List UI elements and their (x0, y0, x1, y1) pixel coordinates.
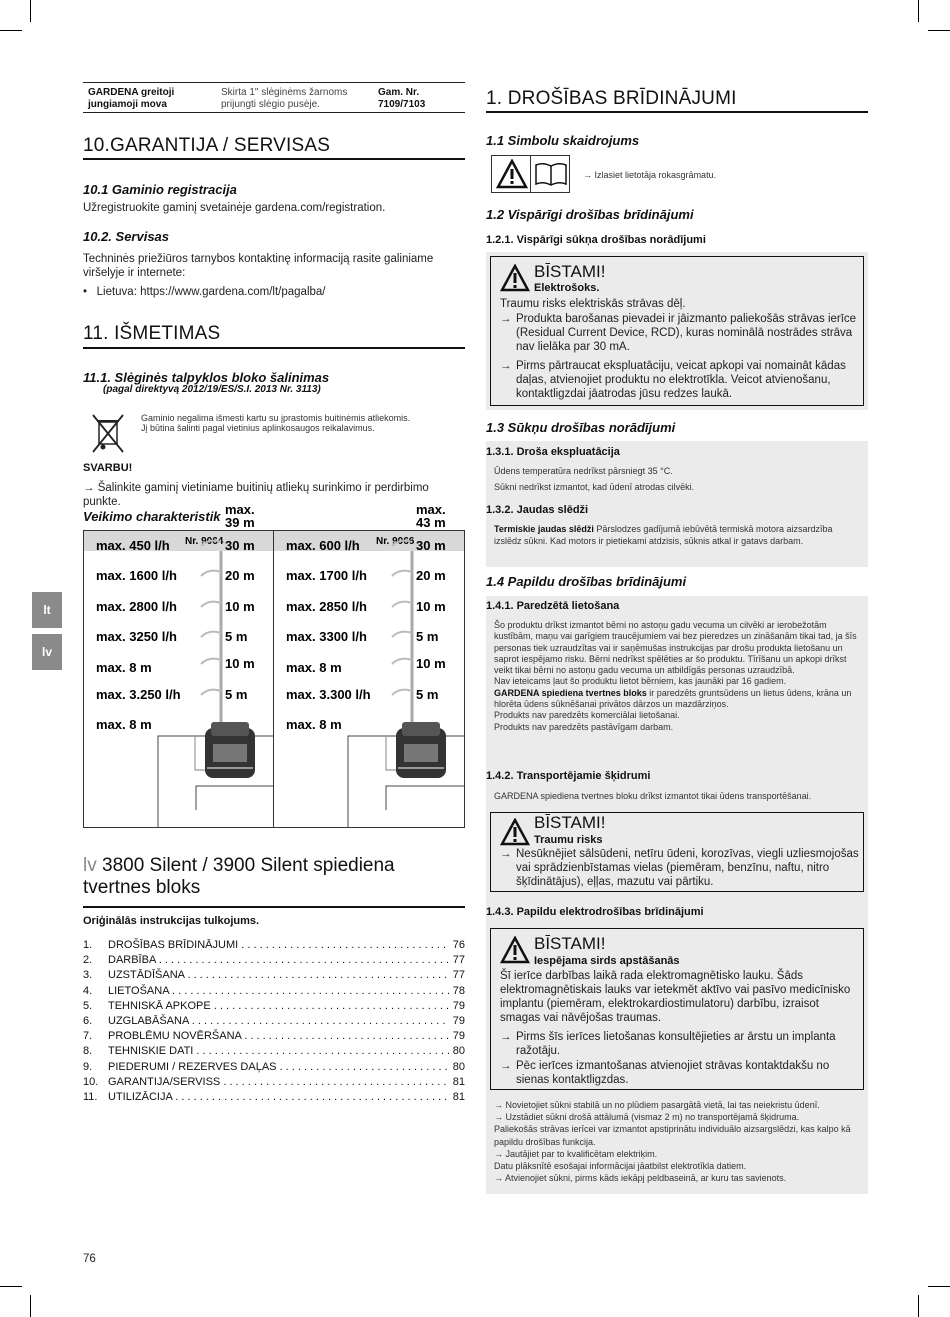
danger-line: Šī ierīce darbības laikā rada elektromagnētisko lauku. Šāds elektromagnētiskais lauks var ietekmēt aktīvo vai pasīvo medicīnisko implantu (piemēram, elektrokardiostimulatoru) darbību, izraisot smagas vai nāvējošas traumas. (500, 970, 851, 1024)
chart-head-label: 5 m (225, 687, 248, 702)
toc-label: TEHNISKĀ APKOPE . . . (108, 999, 449, 1014)
chart-water-jet (392, 602, 412, 607)
toc-num: 3. (83, 969, 93, 982)
toc-item[interactable] (83, 984, 465, 999)
section-10-2-title: 10.2. Servisas (83, 229, 170, 244)
danger-subtitle: Traumu risks (534, 834, 603, 846)
toc-item[interactable] (83, 1060, 465, 1075)
toc-page: 81 (452, 1075, 465, 1088)
panel-1-3-2 (486, 501, 868, 567)
section-11-title: 11. IŠMETIMAS (83, 323, 221, 344)
chart-flow-label: max. 8 m (286, 717, 342, 732)
toc-label: PROBLĒMU NOVĒRŠANA . . . (108, 1029, 449, 1044)
chart-water-jet (201, 659, 221, 664)
chart-head-label: 10 m (225, 656, 255, 671)
chart-flow-label: max. 3300 l/h (286, 629, 367, 644)
chart-flow-label: max. 450 l/h (96, 538, 170, 553)
text-paragraph: Šo produktu drīkst izmantot bērni no astoņu gadu vecuma un cilvēki ar ierobežotām kustībām, maņu vai garīgiem traucējumiem vai bez pieredzes un zināšanām tikai tad, ja šīs personas tiek uzraudzītas vai ir saņēmušas instrukcijas par drošu produkta lietošanu un saprot iespējamo risku. Bērni nedrīkst spēlēties ar šo produktu. Tīrīšanu un apkopi drīkst veikt tikai bērni no astoņu gadu vecuma un atbildīgās personas uzraudzībā. Nav ieteicams ļaut šo produktu lietot bērniem, kas jaunāki par 16 gadiem. GARDENA spiediena tvertnes bloks ir paredzēts gruntsūdens un lietus ūdens, krāna un hlorēta ūdens sūknēšanai privātos dārzos un mazdārziņos. Produkts nav paredzēts komerciālai lietošanai. Produkts nav paredzēts pastāvīgam darbam. (494, 620, 857, 732)
danger-bullet: → Pēc ierīces izmantošanas atvienojiet strāvas kontaktdakšu no sienas kontaktligzdas. (500, 1060, 830, 1086)
tab-lt[interactable]: lt (32, 592, 62, 628)
toc-num: 4. (83, 984, 93, 997)
danger-subtitle: Iespējama sirds apstāšanās (534, 955, 680, 967)
chart-flow-label: max. 3.250 l/h (96, 687, 181, 702)
chart-flow-label: max. 2800 l/h (96, 599, 177, 614)
chart-svg (84, 500, 273, 828)
danger-bullet: → Pirms šīs ierīces lietošanas konsultējieties ar ārstu un implanta ražotāju. (500, 1031, 836, 1057)
chart-water-jet (392, 659, 412, 664)
chart-head-label: 5 m (416, 687, 439, 702)
pump-illustration (205, 722, 255, 778)
chart-water-jet (392, 632, 412, 637)
header-desc: Skirta 1" slėginėms žarnoms prijungti slėgio pusėje. (221, 87, 348, 110)
section-10-title: 10.GARANTIJA / SERVISAS (83, 135, 331, 156)
section-11-1-title: 11.1. Slėginės talpyklos bloko šalinimas (83, 370, 330, 385)
svarbu-text: → Šalinkite gaminį vietiniame buitinių atliekų surinkimo ir perdirbimo punkte. (83, 482, 429, 508)
section-1-3-title: 1.3 Sūkņu drošības norādījumi (486, 420, 676, 435)
tab-lv[interactable]: lv (32, 634, 62, 670)
toc-label: DROŠĪBAS BRĪDINĀJUMI . . . (108, 938, 449, 953)
danger-bullet: → Nesūknējiet sālsūdeni, netīru ūdeni, korozīvas, viegli uzliesmojošas vai sprādzienbīstamas vielas (piemēram, benzīnu, naftu, nitro šķīdinātājus), eļļas, mazutu vai pārtiku. (500, 848, 859, 888)
text-paragraph: → Novietojiet sūkni stabilā un no plūdiem pasargātā vietā, lai tas neiekristu ūdenī. → Uzstādiet sūkni drošā attālumā (vismaz 2 m) no transportējamā šķidruma. Paliekošās strāvas ierīcei var izmantot apstiprinātu individuālo aizsargslēdzi, kas kalpo kā papildu drošības funkcija. → Jautājiet par to kvalificētam elektriķim. Datu plāksnītē esošajai informācijai jāatbilst elektrotīkla datiem. → Atvienojiet sūkni, pirms kāds iekāpj peldbaseinā, ar kuru tas savienots. (494, 1100, 851, 1184)
warning-triangle-icon (496, 159, 528, 189)
toc-page: 79 (452, 1030, 465, 1043)
chart-nr-label: Nr. 9064 (185, 536, 224, 547)
panel-1-4-3 (486, 896, 868, 924)
danger-title: BĪSTAMI! (534, 934, 606, 953)
panel-1-4-1 (486, 596, 868, 766)
chart-head-label: 5 m (225, 629, 248, 644)
pump-top (402, 722, 440, 736)
chart-flow-label: max. 1700 l/h (286, 568, 367, 583)
chart-svg (274, 500, 464, 828)
header-art-value: 7109/7103 (378, 99, 426, 110)
chart-step-line (196, 786, 273, 810)
toc-page: 79 (452, 1015, 465, 1028)
pump-top (211, 722, 249, 736)
section-1-2-title: 1.2 Vispārīgi drošības brīdinājumi (486, 207, 694, 222)
performance-title: Veikimo charakteristik (83, 509, 221, 524)
section-10-1-text: Užregistruokite gaminį svetainėje gardena.com/registration. (83, 202, 386, 214)
danger-box-heart (486, 924, 868, 1094)
toc-page: 80 (452, 1060, 465, 1073)
chart-flow-label: max. 600 l/h (286, 538, 360, 553)
header-art-label: Gam. Nr. (378, 87, 420, 98)
section-1-4-2-title: 1.4.2. Transportējamie šķidrumi (486, 770, 651, 782)
chart-step-line (386, 786, 464, 810)
chart-head-label: 30 m (225, 538, 255, 553)
section-1-3-1-title: 1.3.1. Droša ekspluatācija (486, 446, 620, 458)
chart-water-jet (201, 690, 221, 695)
performance-chart-9064 (84, 500, 273, 828)
section-1-4-title: 1.4 Papildu drošības brīdinājumi (486, 574, 687, 589)
toc-item[interactable] (83, 953, 465, 968)
chart-top-label: max. (225, 502, 255, 517)
chart-top-label: max. (416, 502, 446, 517)
toc-item[interactable] (83, 1014, 465, 1029)
service-link[interactable]: Lietuva: https://www.gardena.com/lt/pagalba/ (96, 286, 326, 298)
chart-head-label: 10 m (416, 656, 446, 671)
page-number: 76 (83, 1253, 96, 1265)
section-10-1-title: 10.1 Gaminio registracija (83, 182, 237, 197)
toc-page: 77 (452, 954, 465, 967)
toc-item[interactable] (83, 938, 465, 953)
chart-water-jet (201, 571, 221, 576)
chart-flow-label: max. 2850 l/h (286, 599, 367, 614)
pump-illustration (396, 722, 446, 778)
chart-nr-label: Nr. 9066 (376, 536, 415, 547)
toc-num: 1. (83, 939, 93, 951)
danger-bullet: → Pirms pārtraucat ekspluatāciju, veicat apkopi vai nomaināt kādas daļas, atvienojiet produktu no elektrotīkla. Veicot atvienošanu, kontaktligzdai jāatrodas jūsu redzes laukā. (500, 360, 846, 400)
chart-top-label: 43 m (416, 515, 446, 530)
toc-page: 81 (452, 1091, 465, 1104)
chart-water-jet (201, 602, 221, 607)
toc-num: 9. (83, 1060, 93, 1073)
toc-label: UZSTĀDĪŠANA . . . (108, 968, 449, 983)
section-11-1-text: Gaminio negalima išmesti kartu su įprastomis buitinėmis atliekomis. Jį būtina šalinti pagal vietinius aplinkosaugos reikalavimus. (141, 413, 411, 433)
panel-1-3-1 (486, 441, 868, 501)
toc-num: 7. (83, 1030, 93, 1043)
toc-item[interactable] (83, 999, 465, 1014)
section-1-3-2-title: 1.3.2. Jaudas slēdži (486, 504, 589, 516)
toc-num: 2. (83, 954, 93, 967)
section-1-4-3-title: 1.4.3. Papildu elektrodrošības brīdinājumi (486, 906, 704, 918)
chart-flow-label: max. 1600 l/h (96, 568, 177, 583)
chart-suction-pipe (386, 736, 396, 770)
wheelie-bin-crossed-icon (90, 410, 126, 454)
table-of-contents (83, 938, 465, 1105)
header-product: GARDENA greitoji jungiamoji mova (88, 87, 175, 110)
panel-final-notes (486, 1094, 868, 1194)
chart-top-label: 39 m (225, 515, 255, 530)
chart-flow-label: max. 8 m (286, 660, 342, 675)
lv-title: lv 3800 Silent / 3900 Silent spiediena tvertnes bloks (83, 855, 395, 898)
danger-title: BĪSTAMI! (534, 262, 606, 281)
symbol-text: → Izlasiet lietotāja rokasgrāmatu. (583, 170, 717, 180)
section-1-2-1-title: 1.2.1. Vispārīgi sūkņa drošības norādījumi (486, 234, 706, 246)
warning-triangle-icon (500, 264, 530, 292)
danger-box-electric (486, 252, 868, 410)
text-line: GARDENA spiediena tvertnes bloku drīkst izmantot tikai ūdens transportēšanai. (494, 791, 812, 801)
toc-label: LIETOŠANA . . . (108, 984, 449, 999)
chart-head-label: 20 m (416, 568, 446, 583)
toc-label: GARANTIJA/SERVISS . . . (108, 1075, 449, 1090)
section-1-title: 1. DROŠĪBAS BRĪDINĀJUMI (486, 88, 737, 109)
pump-panel (213, 744, 247, 762)
section-10-2-bullet: • Lietuva: https://www.gardena.com/lt/pagalba/ (83, 286, 326, 298)
toc-num: 5. (83, 999, 93, 1012)
toc-page: 77 (452, 969, 465, 982)
chart-water-jet (392, 571, 412, 576)
toc-label: UTILIZĀCIJA . . . (108, 1090, 449, 1105)
toc-label: DARBĪBA . . . (108, 953, 449, 968)
chart-head-label: 20 m (225, 568, 255, 583)
chart-head-label: 5 m (416, 629, 439, 644)
chart-head-label: 30 m (416, 538, 446, 553)
panel-1-4-2 (486, 766, 868, 808)
toc-num: 6. (83, 1015, 93, 1028)
toc-num: 10. (83, 1075, 99, 1088)
toc-page: 78 (452, 984, 465, 997)
toc-page: 79 (452, 999, 465, 1012)
warning-triangle-icon (500, 818, 530, 846)
text-line: Sūkni nedrīkst izmantot, kad ūdenī atrodas cilvēki. (494, 482, 695, 492)
chart-head-label: 10 m (416, 599, 446, 614)
chart-flow-label: max. 8 m (96, 717, 152, 732)
text-line: Ūdens temperatūra nedrīkst pārsniegt 35 °C. (494, 466, 673, 476)
chart-flow-label: max. 3250 l/h (96, 629, 177, 644)
lv-subtitle: Oriģinālās instrukcijas tulkojums. (83, 915, 260, 927)
manual-book-icon (534, 161, 568, 187)
danger-subtitle: Elektrošoks. (534, 282, 600, 294)
danger-box-injury (486, 808, 868, 896)
chart-water-jet (392, 690, 412, 695)
danger-title: BĪSTAMI! (534, 813, 606, 832)
danger-line: Traumu risks elektriskās strāvas dēļ. (500, 298, 686, 310)
toc-item[interactable] (83, 1029, 465, 1044)
performance-chart-9066 (274, 500, 464, 828)
symbol-box (491, 155, 570, 193)
toc-label: UZGLABĀŠANA . . . (108, 1014, 449, 1029)
toc-item[interactable] (83, 1044, 465, 1059)
toc-page: 80 (452, 1045, 465, 1058)
chart-suction-pipe (195, 736, 205, 770)
section-1-1-title: 1.1 Simbolu skaidrojums (486, 133, 640, 148)
toc-label: PIEDERUMI / REZERVES DAĻAS . . . (108, 1060, 449, 1075)
toc-item[interactable] (83, 1090, 465, 1105)
section-1-4-1-title: 1.4.1. Paredzētā lietošana (486, 600, 620, 612)
chart-flow-label: max. 3.300 l/h (286, 687, 371, 702)
toc-item[interactable] (83, 1075, 465, 1090)
chart-head-label: 10 m (225, 599, 255, 614)
toc-item[interactable] (83, 968, 465, 983)
toc-num: 8. (83, 1045, 93, 1058)
chart-flow-label: max. 8 m (96, 660, 152, 675)
chart-water-jet (201, 632, 221, 637)
warning-triangle-icon (500, 936, 530, 964)
section-10-2-text: Techninės priežiūros tarnybos kontaktinę informaciją rasite galiniame viršelyje ir internete: (83, 253, 434, 279)
toc-num: 11. (83, 1091, 98, 1104)
danger-bullet: → Produkta barošanas pievadei ir jāizmanto paliekošās strāvas ierīce (Residual Current Device, RCD), kuras nominālā nostrādes strāva nav lielāka par 30 mA. (500, 313, 857, 353)
toc-page: 76 (452, 939, 465, 951)
toc-label: TEHNISKIE DATI . . . (108, 1044, 449, 1059)
section-11-1-sub: (pagal direktyvą 2012/19/ES/S.I. 2013 Nr. 3113) (103, 384, 321, 395)
pump-panel (404, 744, 438, 762)
svarbu-label: SVARBU! (83, 462, 133, 474)
text-paragraph: Termiskie jaudas slēdži Pārslodzes gadījumā iebūvētā termiskā motora aizsardzība izslēdz sūkni. Kad motors ir pietiekami atdzisis, sūknis atkal ir gatavs darbam. (494, 524, 833, 546)
